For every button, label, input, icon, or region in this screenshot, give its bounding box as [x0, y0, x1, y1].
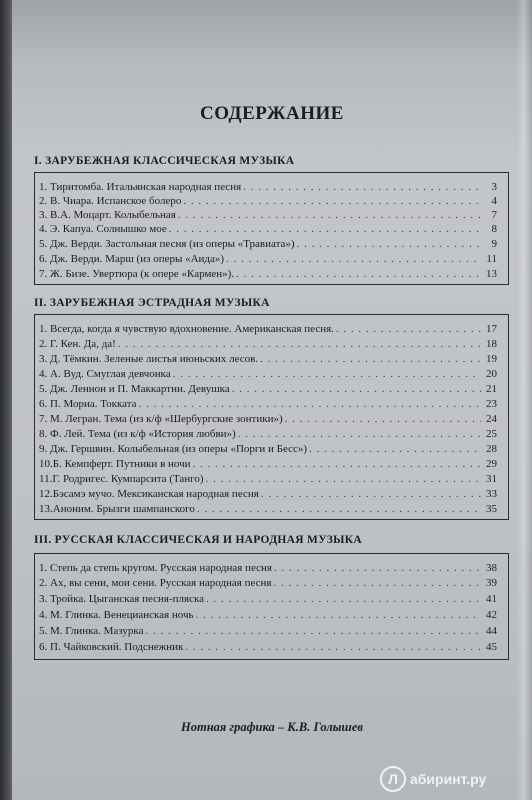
entry-title: 12.Бэсамэ мучо. Мексиканская народная песня — [39, 488, 259, 500]
section-heading-1: I. ЗАРУБЕЖНАЯ КЛАССИЧЕСКАЯ МУЗЫКА — [34, 155, 295, 167]
entry-title: 6. Дж. Верди. Марш (из оперы «Аида») — [39, 253, 225, 265]
entry-title: 6. П. Мориа. Токката — [39, 398, 137, 410]
leader-dots — [145, 624, 481, 638]
entry-page: 42 — [486, 609, 497, 621]
entry-page: 20 — [486, 368, 497, 380]
entry-title: 2. Г. Кен. Да, да! — [39, 338, 116, 350]
section-heading-3: III. РУССКАЯ КЛАССИЧЕСКАЯ И НАРОДНАЯ МУЗЫКА — [34, 534, 363, 546]
entry-page: 28 — [486, 443, 497, 455]
entry-page: 18 — [486, 338, 497, 350]
entry-page: 44 — [486, 625, 497, 637]
entry-page: 25 — [486, 428, 497, 440]
page-title: СОДЕРЖАНИЕ — [200, 103, 344, 124]
entry-page: 23 — [486, 398, 497, 410]
entry-page: 4 — [491, 195, 497, 207]
toc-entry[interactable] — [39, 561, 497, 575]
toc-entry[interactable] — [39, 624, 497, 638]
toc-entry[interactable] — [39, 237, 497, 251]
entry-page: 41 — [486, 593, 497, 605]
leader-dots — [226, 252, 481, 266]
section-1-top-rule — [34, 172, 509, 173]
entry-title: 1. Всегда, когда я чувствую вдохновение. Американская песня. — [39, 323, 334, 335]
section-1-bottom-rule — [34, 284, 509, 285]
entry-page: 13 — [486, 268, 497, 280]
entry-title: 3. В.А. Моцарт. Колыбельная — [39, 209, 176, 221]
leader-dots — [274, 561, 481, 575]
leader-dots — [118, 337, 481, 351]
leader-dots — [232, 382, 481, 396]
toc-entry[interactable] — [39, 322, 497, 336]
music-graphics-credit: Нотная графика – К.В. Голышев — [181, 720, 363, 734]
labirint-watermark — [380, 766, 486, 792]
section-1-bracket-right — [508, 172, 509, 284]
toc-entry[interactable] — [39, 180, 497, 194]
toc-entry[interactable] — [39, 352, 497, 366]
entry-title: 10.Б. Кемпферт. Путники в ночи — [39, 458, 191, 470]
leader-dots — [178, 208, 481, 222]
toc-entry[interactable] — [39, 267, 497, 281]
toc-entry[interactable] — [39, 382, 497, 396]
leader-dots — [173, 367, 481, 381]
entry-title: 4. Э. Капуа. Солнышко мое — [39, 223, 167, 235]
section-3-bracket — [34, 553, 35, 659]
entry-title: 4. А. Вуд. Смуглая девчонка — [39, 368, 171, 380]
leader-dots — [193, 457, 481, 471]
leader-dots — [139, 397, 481, 411]
leader-dots — [206, 472, 481, 486]
section-1-bracket — [34, 172, 35, 284]
entry-page: 19 — [486, 353, 497, 365]
toc-entry[interactable] — [39, 472, 497, 486]
entry-page: 9 — [491, 238, 497, 250]
leader-dots — [183, 194, 481, 208]
entry-page: 11 — [486, 253, 497, 265]
toc-entry[interactable] — [39, 397, 497, 411]
section-3-top-rule — [34, 553, 509, 554]
leader-dots — [185, 640, 481, 654]
leader-dots — [169, 222, 481, 236]
entry-page: 39 — [486, 577, 497, 589]
leader-dots — [197, 502, 481, 516]
entry-title: 6. П. Чайковский. Подснежник — [39, 641, 184, 653]
leader-dots — [196, 608, 481, 622]
toc-entry[interactable] — [39, 608, 497, 622]
toc-entry[interactable] — [39, 208, 497, 222]
leader-dots — [285, 412, 481, 426]
entry-page: 17 — [486, 323, 497, 335]
entry-title: 2. В. Чиара. Испанское болеро — [39, 195, 182, 207]
toc-entry[interactable] — [39, 252, 497, 266]
entry-page: 21 — [486, 383, 497, 395]
entry-title: 13.Аноним. Брызги шампанского — [39, 503, 195, 515]
leader-dots — [206, 592, 481, 606]
entry-title: 7. М. Легран. Тема (из к/ф «Шербургские зонтики») — [39, 413, 283, 425]
leader-dots — [238, 427, 481, 441]
section-2-bottom-rule — [34, 519, 509, 520]
leader-dots — [297, 237, 481, 251]
toc-entry[interactable] — [39, 412, 497, 426]
leader-dots — [243, 180, 481, 194]
section-3-bracket-right — [508, 553, 509, 659]
toc-entry[interactable] — [39, 487, 497, 501]
toc-entry[interactable] — [39, 592, 497, 606]
table-of-contents — [12, 0, 532, 800]
entry-page: 31 — [486, 473, 497, 485]
entry-title: 8. Ф. Лей. Тема (из к/ф «История любви») — [39, 428, 236, 440]
leader-dots — [260, 352, 481, 366]
leader-dots — [336, 322, 481, 336]
section-2-bracket — [34, 314, 35, 519]
toc-entry[interactable] — [39, 640, 497, 654]
entry-title: 3. Тройка. Цыганская песня-пляска — [39, 593, 205, 605]
entry-page: 8 — [491, 223, 497, 235]
entry-page: 38 — [486, 562, 497, 574]
toc-entry[interactable] — [39, 457, 497, 471]
entry-title: 9. Дж. Гершвин. Колыбельная (из оперы «Порги и Бесс») — [39, 443, 308, 455]
toc-entry[interactable] — [39, 502, 497, 516]
entry-title: 11.Г. Родригес. Кумпарсита (Танго) — [39, 473, 204, 485]
toc-entry[interactable] — [39, 576, 497, 590]
section-3-bottom-rule — [34, 659, 509, 660]
leader-dots — [236, 267, 481, 281]
book-page — [12, 0, 532, 800]
toc-entry[interactable] — [39, 337, 497, 351]
entry-page: 7 — [491, 209, 497, 221]
leader-dots — [261, 487, 481, 501]
entry-title: 7. Ж. Бизе. Увертюра (к опере «Кармен»). — [39, 268, 235, 280]
toc-entry[interactable] — [39, 194, 497, 208]
entry-title: 1. Тиритомба. Итальянская народная песня — [39, 181, 242, 193]
entry-title: 3. Д. Тёмкин. Зеленые листья июньских лесов. — [39, 353, 259, 365]
entry-title: 5. Дж. Леннон и П. Маккартни. Девушка — [39, 383, 230, 395]
entry-page: 24 — [486, 413, 497, 425]
entry-page: 3 — [491, 181, 497, 193]
toc-entry[interactable] — [39, 367, 497, 381]
section-2-bracket-right — [508, 314, 509, 519]
entry-page: 29 — [486, 458, 497, 470]
toc-entry[interactable] — [39, 222, 497, 236]
section-2-top-rule — [34, 314, 509, 315]
entry-title: 4. М. Глинка. Венецианская ночь — [39, 609, 194, 621]
watermark-text: абиринт.ру — [410, 771, 487, 787]
entry-title: 5. М. Глинка. Мазурка — [39, 625, 144, 637]
toc-entry[interactable] — [39, 427, 497, 441]
entry-title: 1. Степь да степь кругом. Русская народная песня — [39, 562, 272, 574]
entry-page: 45 — [486, 641, 497, 653]
entry-page: 33 — [486, 488, 497, 500]
entry-title: 5. Дж. Верди. Застольная песня (из оперы «Травиата») — [39, 238, 295, 250]
labirint-logo-icon: Л — [380, 766, 406, 792]
leader-dots — [309, 442, 481, 456]
entry-page: 35 — [486, 503, 497, 515]
entry-title: 2. Ах, вы сени, мои сени. Русская народная песня — [39, 577, 272, 589]
toc-entry[interactable] — [39, 442, 497, 456]
leader-dots — [273, 576, 481, 590]
section-heading-2: II. ЗАРУБЕЖНАЯ ЭСТРАДНАЯ МУЗЫКА — [34, 297, 270, 309]
